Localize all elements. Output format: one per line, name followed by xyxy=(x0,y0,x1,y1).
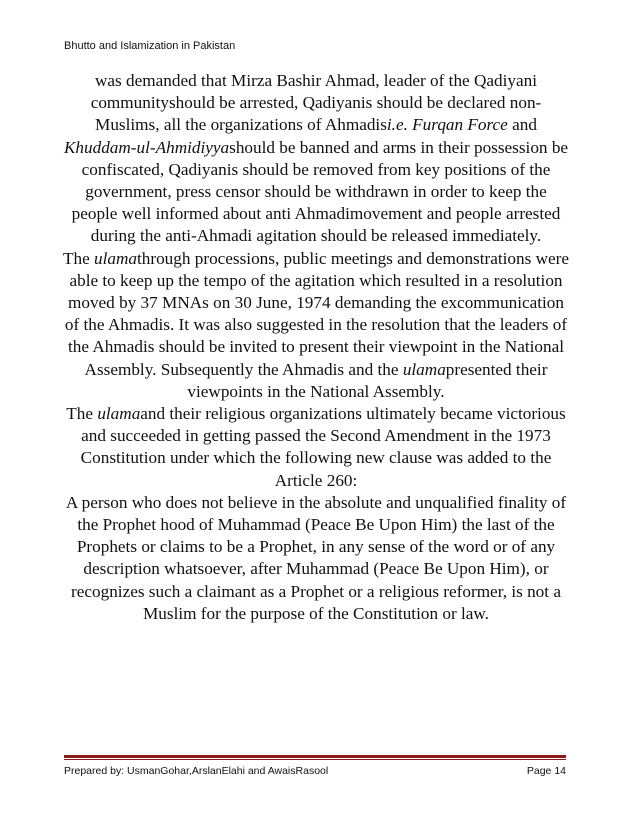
text-run: A person who does not believe in the absolute and unqualified finality of the Prophet hood of Muhammad (Peace Be Upon Him) the last of the Prophets or claims to be a Prophet, in any sense of the word or of any description whatsoever, after Muhammad (Peace Be Upon Him), or recognizes such a claimant as a Prophet or a religious reformer, is not a Muslim for the purpose of the Constitution or law. xyxy=(65,492,567,623)
paragraph xyxy=(62,492,570,625)
italic-text-run: ulama xyxy=(94,248,137,268)
text-run: and xyxy=(507,115,537,135)
paragraph xyxy=(62,248,570,403)
italic-text-run: i.e. Furqan Force xyxy=(386,115,508,135)
italic-text-run: ulama xyxy=(402,359,446,379)
text-run: The xyxy=(66,404,98,424)
text-run: through processions, public meetings and demonstrations were able to keep up the tempo of the agitation which resulted in a resolution moved by 37 MNAs on 30 June, 1974 demanding the excommunication of the Ahmadis. It was also suggested in the resolution that the leaders of the Ahmadis should be invited to present their viewpoint in the National Assembly. Subsequently the Ahmadis and the xyxy=(64,248,569,379)
footer-rule xyxy=(64,755,566,758)
italic-text-run: ulama xyxy=(97,404,141,424)
text-run: and their religious organizations ultimately became victorious and succeeded in getting passed the Second Amendment in the 1973 Constitution under which the following new clause was added to the Article 260: xyxy=(80,404,566,490)
running-header: Bhutto and Islamization in Pakistan xyxy=(64,40,236,52)
text-run: The xyxy=(63,248,95,268)
body-text xyxy=(62,70,570,625)
text-run: should be banned and arms in their possession be confiscated, Qadiyanis should be removed from key positions of the government, press censor should be withdrawn in order to keep the people well informed about anti Ahmadimovement and people arrested during the anti-Ahmadi agitation should be released immediately. xyxy=(71,137,569,246)
text-run: was demanded that Mirza Bashir Ahmad, leader of the Qadiyani communityshould be arrested, Qadiyanis should be declared non-Muslims, all the organizations of Ahmadis xyxy=(90,71,542,135)
paragraph xyxy=(62,403,570,492)
text-run: presented their viewpoints in the National Assembly. xyxy=(187,359,548,401)
italic-text-run: Khuddam-ul-Ahmidiyya xyxy=(63,137,230,157)
paragraph xyxy=(62,70,570,248)
footer-rule-thin xyxy=(64,759,566,760)
page-number: Page 14 xyxy=(526,765,566,777)
footer-credits: Prepared by: UsmanGohar,ArslanElahi and AwaisRasool xyxy=(64,765,329,777)
